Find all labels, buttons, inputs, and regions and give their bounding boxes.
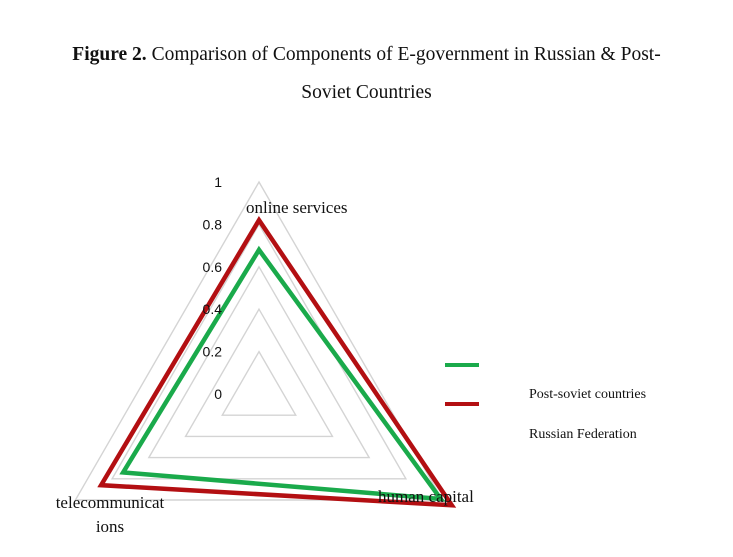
axis-label-line: telecommunicat bbox=[55, 493, 165, 512]
series-line-russian-federation bbox=[101, 220, 452, 505]
axis-label-line: ions bbox=[95, 517, 125, 536]
caption-line-2: Soviet Countries bbox=[301, 82, 432, 103]
grid-ring-2 bbox=[149, 267, 369, 458]
tick-label: 0 bbox=[214, 386, 222, 402]
grid-ring-0 bbox=[222, 352, 295, 416]
axis-label-line: human capital bbox=[378, 487, 474, 506]
grid-ring-1 bbox=[186, 309, 333, 436]
tick-label: 0.2 bbox=[202, 343, 222, 360]
caption-title: Comparison of Components of E-government in Russian & Post- bbox=[146, 44, 661, 65]
tick-label: 1 bbox=[214, 174, 222, 190]
series-line-post-soviet-countries bbox=[123, 250, 441, 499]
grid-ring-4 bbox=[75, 182, 442, 500]
legend-label-russian-federation: Russian Federation bbox=[529, 427, 637, 442]
axis-label-online-services bbox=[246, 198, 348, 217]
axis-label-line: online services bbox=[246, 198, 348, 217]
axis-label-telecommunications bbox=[56, 493, 165, 536]
tick-label: 0.6 bbox=[202, 258, 222, 275]
figure-number: Figure 2. bbox=[72, 44, 147, 65]
legend-label-post-soviet-countries: Post-soviet countries bbox=[529, 387, 647, 402]
tick-label: 0.4 bbox=[202, 301, 222, 318]
axis-label-human-capital bbox=[378, 487, 474, 506]
tick-label: 0.8 bbox=[202, 216, 222, 233]
